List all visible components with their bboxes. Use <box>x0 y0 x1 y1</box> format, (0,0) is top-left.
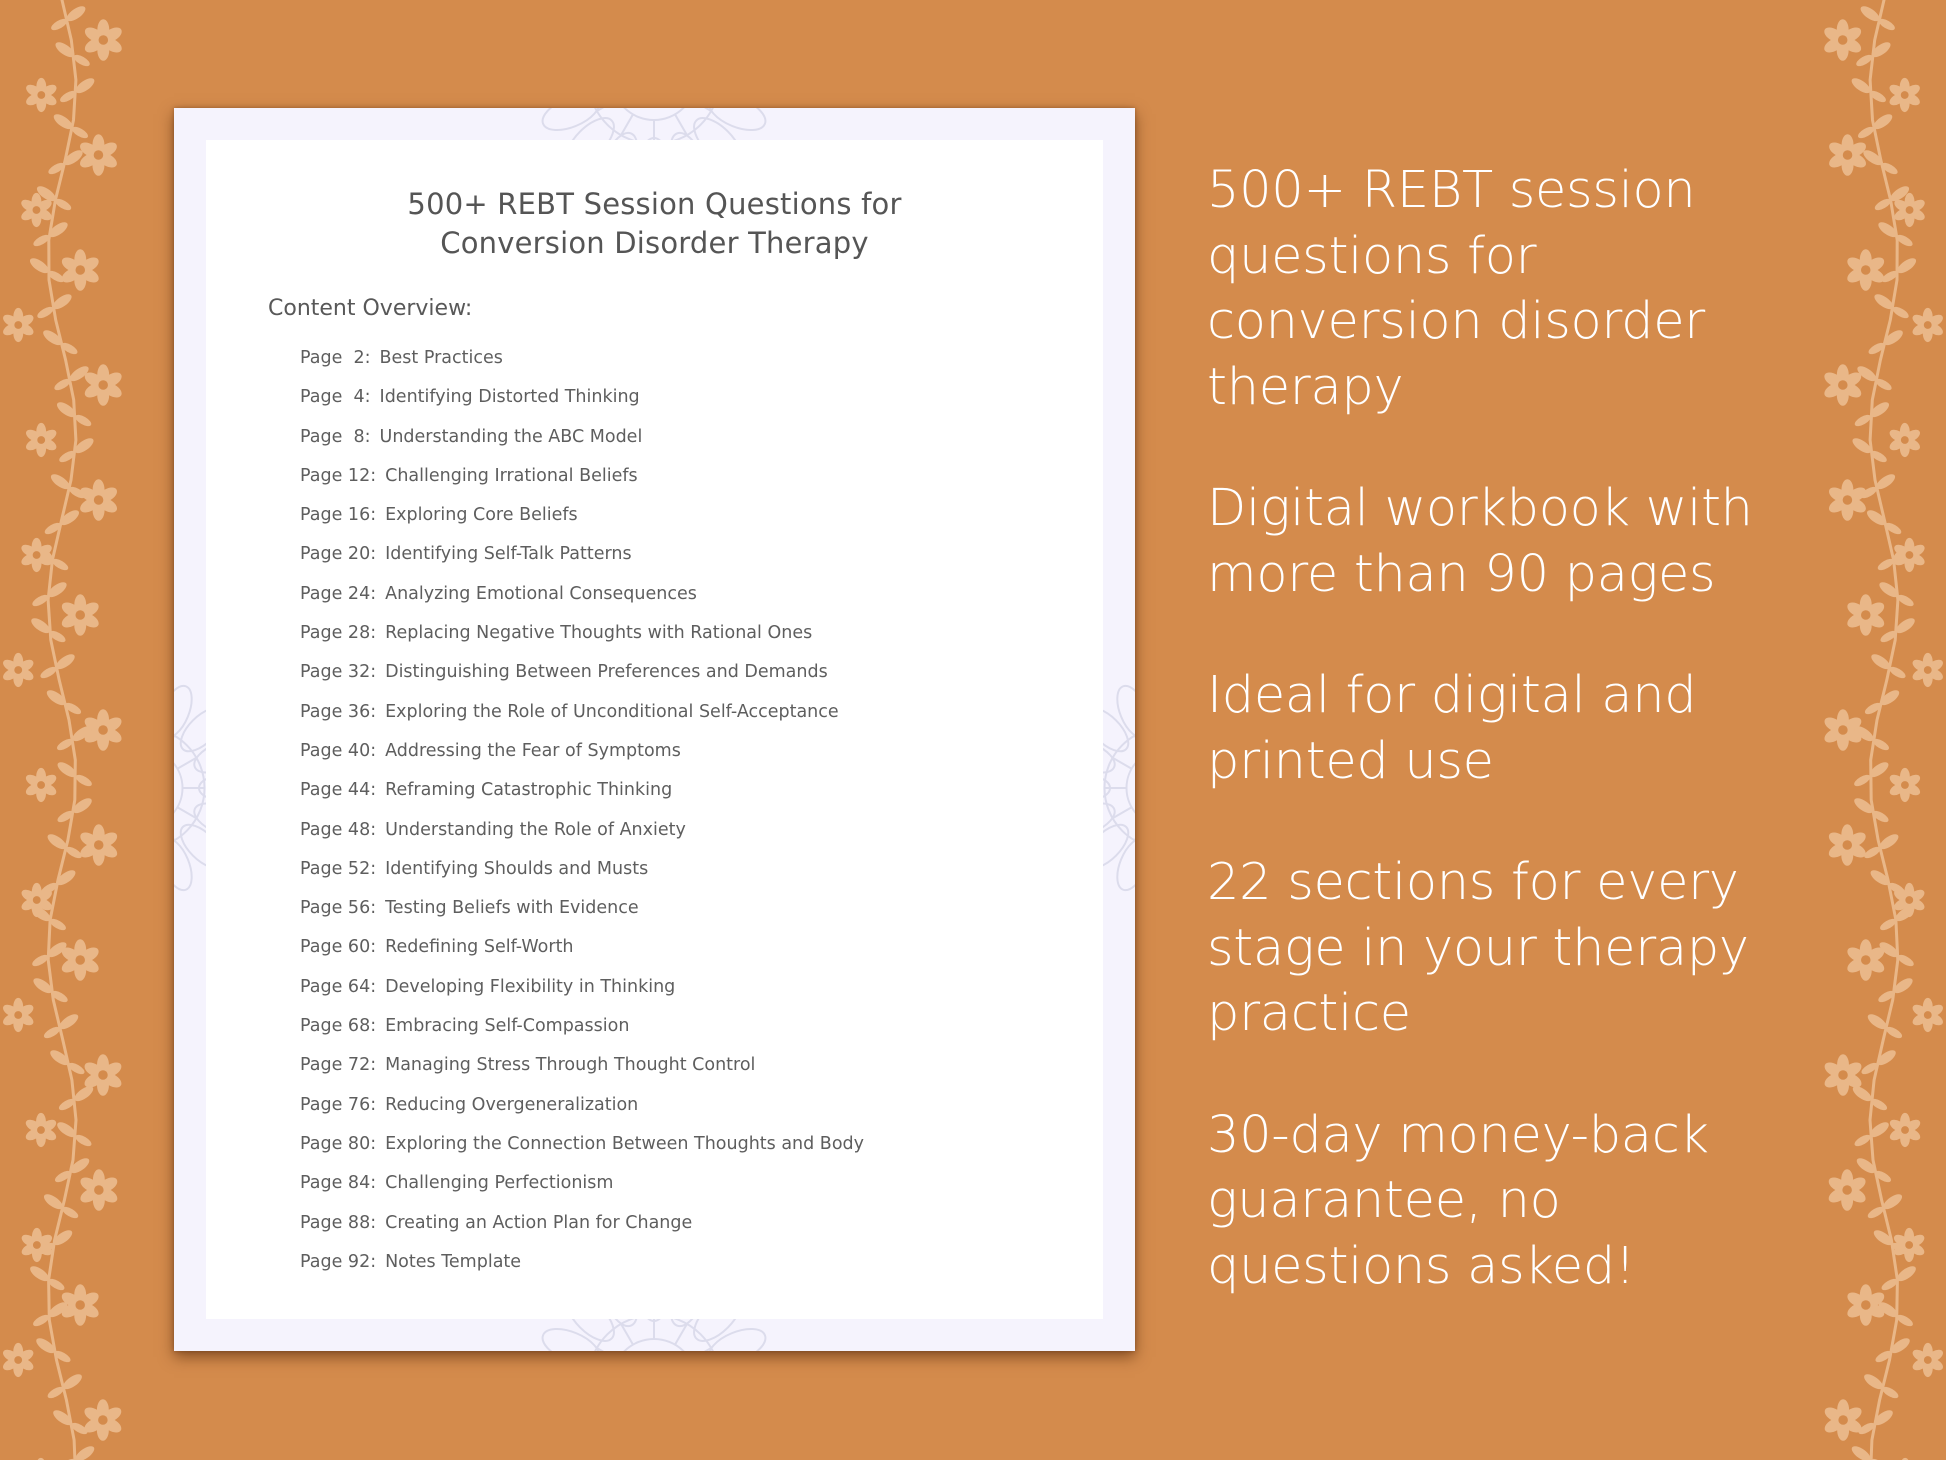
toc-entry <box>300 698 864 737</box>
toc-entry <box>300 383 864 422</box>
toc-page-number: Page 40: <box>300 740 377 761</box>
feature-item <box>1207 476 1927 607</box>
toc-page-number: Page 36: <box>300 701 377 722</box>
toc-entry <box>300 580 864 619</box>
toc-section-title: Addressing the Fear of Symptoms <box>385 740 681 761</box>
toc-entry <box>300 1091 864 1130</box>
toc-section-title: Identifying Distorted Thinking <box>379 387 640 408</box>
table-of-contents <box>300 344 864 1287</box>
toc-page-number: Page 44: <box>300 780 377 801</box>
toc-section-title: Identifying Self-Talk Patterns <box>385 544 632 565</box>
toc-section-title: Exploring the Role of Unconditional Self-Acceptance <box>385 701 839 722</box>
toc-page-number: Page 56: <box>300 898 377 919</box>
toc-page-number: Page 20: <box>300 544 377 565</box>
toc-entry <box>300 1051 864 1090</box>
toc-page-number: Page 28: <box>300 623 377 644</box>
toc-section-title: Embracing Self-Compassion <box>385 1016 630 1037</box>
toc-entry <box>300 462 864 501</box>
toc-entry <box>300 1209 864 1248</box>
document-title-line-2: Conversion Disorder Therapy <box>440 226 869 260</box>
toc-entry <box>300 737 864 776</box>
feature-line: stage in your therapy <box>1207 918 1749 978</box>
toc-page-number: Page 2: <box>300 348 371 368</box>
feature-line: therapy <box>1207 357 1404 417</box>
document-title-line-1: 500+ REBT Session Questions for <box>407 187 902 221</box>
feature-line: conversion disorder <box>1207 292 1705 351</box>
toc-section-title: Managing Stress Through Thought Control <box>385 1055 756 1076</box>
toc-entry <box>300 776 864 815</box>
toc-section-title: Creating an Action Plan for Change <box>385 1212 693 1233</box>
toc-section-title: Understanding the ABC Model <box>379 426 643 447</box>
feature-item <box>1207 1103 1927 1300</box>
feature-line: practice <box>1207 984 1411 1043</box>
toc-entry <box>300 933 864 972</box>
toc-section-title: Identifying Shoulds and Musts <box>385 858 649 879</box>
toc-section-title: Exploring Core Beliefs <box>385 505 578 526</box>
toc-entry <box>300 344 864 383</box>
toc-section-title: Redefining Self-Worth <box>385 937 574 958</box>
toc-entry <box>300 1169 864 1208</box>
toc-section-title: Testing Beliefs with Evidence <box>385 898 639 919</box>
floral-vine-left-decoration <box>0 0 130 1460</box>
toc-page-number: Page 72: <box>300 1055 377 1076</box>
toc-section-title: Distinguishing Between Preferences and Demands <box>385 662 828 683</box>
toc-section-title: Reducing Overgeneralization <box>385 1094 639 1115</box>
feature-item <box>1207 663 1927 794</box>
toc-page-number: Page 76: <box>300 1094 377 1115</box>
feature-list <box>1207 158 1927 1355</box>
toc-page-number: Page 52: <box>300 858 377 879</box>
toc-page-number: Page 80: <box>300 1133 377 1154</box>
feature-line: guarantee, no <box>1207 1171 1561 1230</box>
toc-section-title: Reframing Catastrophic Thinking <box>385 780 673 801</box>
feature-line: questions asked! <box>1207 1236 1636 1296</box>
feature-line: questions for <box>1207 226 1537 286</box>
toc-page-number: Page 88: <box>300 1212 377 1233</box>
feature-line: 30-day money-back <box>1207 1105 1709 1165</box>
toc-page-number: Page 24: <box>300 583 377 604</box>
feature-item <box>1207 850 1927 1047</box>
toc-page-number: Page 84: <box>300 1173 377 1194</box>
toc-section-title: Replacing Negative Thoughts with Rational Ones <box>385 623 813 644</box>
feature-line: Digital workbook with <box>1207 479 1753 538</box>
feature-line: more than 90 pages <box>1207 544 1716 604</box>
toc-page-number: Page 60: <box>300 937 377 958</box>
toc-entry <box>300 855 864 894</box>
toc-section-title: Challenging Perfectionism <box>385 1173 614 1194</box>
feature-line: 500+ REBT session <box>1207 161 1696 220</box>
toc-section-title: Understanding the Role of Anxiety <box>385 819 686 840</box>
toc-section-title: Challenging Irrational Beliefs <box>385 465 638 486</box>
feature-line: printed use <box>1207 731 1494 791</box>
feature-item <box>1207 158 1927 420</box>
toc-section-title: Developing Flexibility in Thinking <box>385 976 676 997</box>
content-overview-label: Content Overview: <box>268 296 473 321</box>
toc-page-number: Page 4: <box>300 387 371 408</box>
toc-entry <box>300 540 864 579</box>
document-sheet <box>206 140 1103 1319</box>
toc-entry <box>300 658 864 697</box>
toc-section-title: Best Practices <box>379 348 503 368</box>
feature-line: Ideal for digital and <box>1207 666 1697 725</box>
toc-page-number: Page 8: <box>300 426 371 447</box>
toc-page-number: Page 12: <box>300 465 377 486</box>
toc-page-number: Page 32: <box>300 662 377 683</box>
toc-entry <box>300 973 864 1012</box>
workbook-page-preview <box>174 108 1135 1351</box>
toc-entry <box>300 894 864 933</box>
toc-page-number: Page 16: <box>300 505 377 526</box>
toc-section-title: Exploring the Connection Between Thoughts and Body <box>385 1133 864 1154</box>
toc-entry <box>300 501 864 540</box>
toc-section-title: Analyzing Emotional Consequences <box>385 583 697 604</box>
toc-entry <box>300 423 864 462</box>
toc-page-number: Page 68: <box>300 1016 377 1037</box>
toc-entry <box>300 1130 864 1169</box>
toc-entry <box>300 816 864 855</box>
toc-page-number: Page 64: <box>300 976 377 997</box>
toc-entry <box>300 1012 864 1051</box>
toc-page-number: Page 92: <box>300 1251 377 1272</box>
toc-page-number: Page 48: <box>300 819 377 840</box>
toc-entry <box>300 1248 864 1287</box>
feature-line: 22 sections for every <box>1207 853 1739 912</box>
toc-section-title: Notes Template <box>385 1251 522 1272</box>
toc-entry <box>300 619 864 658</box>
